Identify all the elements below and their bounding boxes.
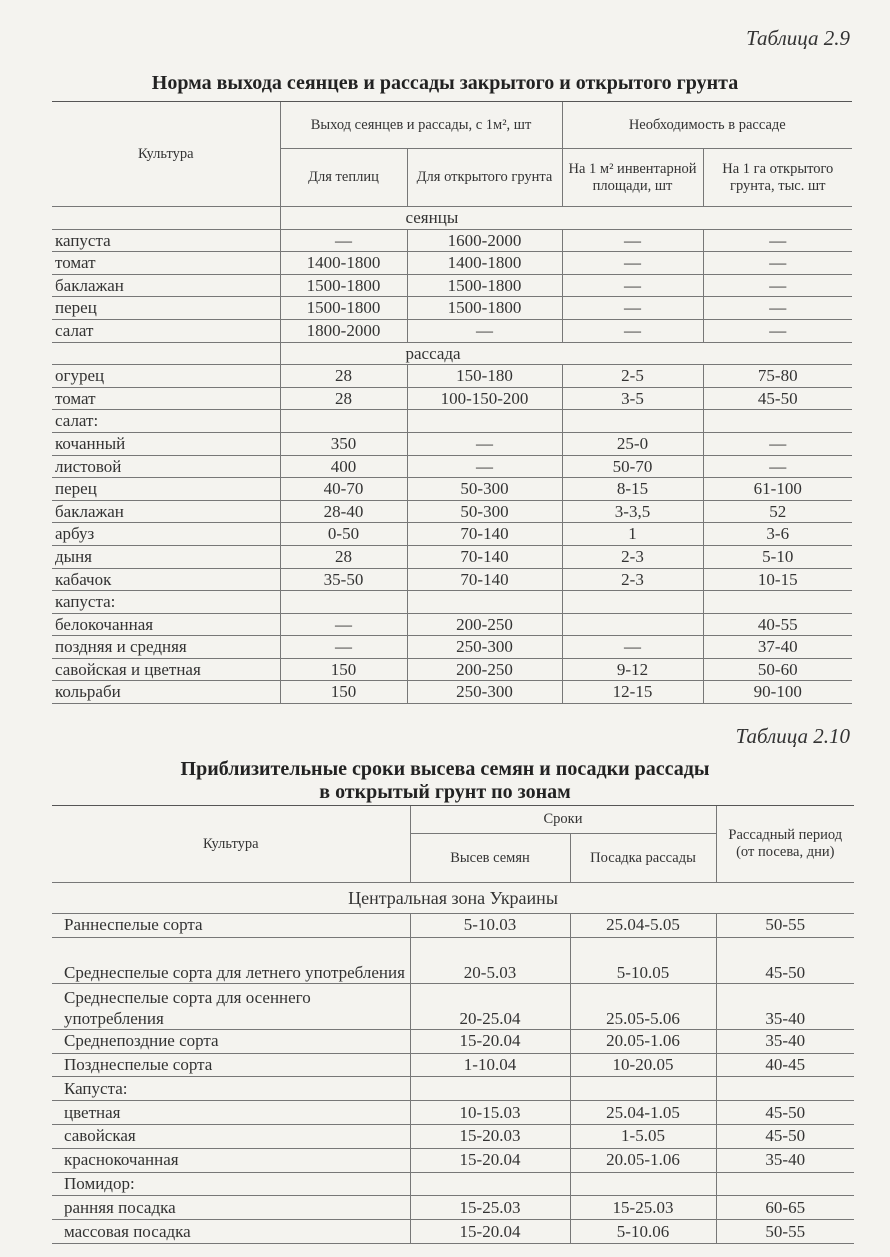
- planting-cell: 25.04-5.05: [570, 914, 716, 938]
- sowing-dates-body: [52, 883, 854, 1244]
- per-ha-cell: [703, 410, 852, 433]
- table-row: [52, 1029, 854, 1053]
- culture-cell: ранняя посадка: [52, 1196, 410, 1220]
- table-row: [52, 545, 852, 568]
- sowing-cell: 20-25.04: [410, 983, 570, 1029]
- per-m2-cell: —: [562, 229, 703, 252]
- period-cell: [716, 1077, 854, 1101]
- per-ha-cell: —: [703, 274, 852, 297]
- per-m2-cell: 2-3: [562, 545, 703, 568]
- zone-label: Центральная зона Украины: [52, 883, 854, 914]
- period-cell: 45-50: [716, 1124, 854, 1148]
- per-m2-cell: 50-70: [562, 455, 703, 478]
- table-row: [52, 937, 854, 983]
- culture-cell: арбуз: [52, 523, 280, 546]
- culture-cell: Среднеспелые сорта для летнего употребления: [52, 937, 410, 983]
- period-cell: 35-40: [716, 1148, 854, 1172]
- section-label: сеянцы: [280, 207, 852, 230]
- header-per-ha: На 1 га открытого грунта, тыс. шт: [703, 149, 852, 207]
- table-row: [52, 410, 852, 433]
- table-2-9-title: Норма выхода сеянцев и рассады закрытого и открытого грунта: [151, 72, 739, 94]
- open-ground-cell: 250-300: [407, 681, 562, 704]
- open-ground-cell: —: [407, 432, 562, 455]
- period-cell: 40-45: [716, 1053, 854, 1077]
- planting-cell: [570, 1172, 716, 1196]
- sowing-cell: 15-20.04: [410, 1029, 570, 1053]
- table-row: [52, 455, 852, 478]
- table-row: [52, 1148, 854, 1172]
- open-ground-cell: —: [407, 455, 562, 478]
- table-2-10-title: [0, 758, 890, 804]
- table-row: [52, 297, 852, 320]
- per-ha-cell: —: [703, 455, 852, 478]
- open-ground-cell: 1500-1800: [407, 274, 562, 297]
- seedling-yield-body: [52, 207, 852, 704]
- greenhouse-cell: 1400-1800: [280, 252, 407, 275]
- open-ground-cell: 1500-1800: [407, 297, 562, 320]
- per-ha-cell: —: [703, 229, 852, 252]
- planting-cell: 25.04-1.05: [570, 1101, 716, 1125]
- table-row: [52, 252, 852, 275]
- sowing-cell: [410, 1172, 570, 1196]
- open-ground-cell: 50-300: [407, 478, 562, 501]
- table-row: [52, 658, 852, 681]
- open-ground-cell: 150-180: [407, 365, 562, 388]
- per-m2-cell: [562, 410, 703, 433]
- seedling-yield-table: [52, 101, 852, 704]
- greenhouse-cell: 28: [280, 387, 407, 410]
- header-sowing: Высев семян: [410, 834, 570, 883]
- greenhouse-cell: 28: [280, 545, 407, 568]
- table-row: [52, 1077, 854, 1101]
- table-row: [52, 1101, 854, 1125]
- period-cell: 60-65: [716, 1196, 854, 1220]
- section-empty-cell: [52, 207, 280, 230]
- sowing-cell: 20-5.03: [410, 937, 570, 983]
- per-ha-cell: 40-55: [703, 613, 852, 636]
- period-cell: 45-50: [716, 1101, 854, 1125]
- per-ha-cell: 52: [703, 500, 852, 523]
- table-2-9-caption: Таблица 2.9: [746, 26, 850, 50]
- culture-cell: листовой: [52, 455, 280, 478]
- open-ground-cell: 70-140: [407, 545, 562, 568]
- per-ha-cell: 75-80: [703, 365, 852, 388]
- header-period: Рассадный период (от посева, дни): [716, 806, 854, 883]
- section-empty-cell: [52, 342, 280, 365]
- greenhouse-cell: —: [280, 613, 407, 636]
- culture-cell: перец: [52, 478, 280, 501]
- culture-cell: Помидор:: [52, 1172, 410, 1196]
- greenhouse-cell: 28: [280, 365, 407, 388]
- per-ha-cell: —: [703, 297, 852, 320]
- greenhouse-cell: 150: [280, 681, 407, 704]
- per-m2-cell: —: [562, 297, 703, 320]
- culture-cell: перец: [52, 297, 280, 320]
- culture-cell: огурец: [52, 365, 280, 388]
- period-cell: [716, 1172, 854, 1196]
- per-m2-cell: 1: [562, 523, 703, 546]
- open-ground-cell: 50-300: [407, 500, 562, 523]
- greenhouse-cell: 350: [280, 432, 407, 455]
- sowing-cell: 15-20.04: [410, 1220, 570, 1244]
- planting-cell: 15-25.03: [570, 1196, 716, 1220]
- culture-cell: кольраби: [52, 681, 280, 704]
- table-row: [52, 1172, 854, 1196]
- table-row: [52, 387, 852, 410]
- per-m2-cell: —: [562, 274, 703, 297]
- per-ha-cell: 90-100: [703, 681, 852, 704]
- culture-cell: Капуста:: [52, 1077, 410, 1101]
- sowing-cell: 1-10.04: [410, 1053, 570, 1077]
- table-row: [52, 274, 852, 297]
- sowing-cell: 15-20.04: [410, 1148, 570, 1172]
- table-row: [52, 681, 852, 704]
- per-ha-cell: [703, 591, 852, 614]
- greenhouse-cell: 28-40: [280, 500, 407, 523]
- section-seedlings: [52, 207, 852, 230]
- open-ground-cell: 200-250: [407, 658, 562, 681]
- per-m2-cell: 8-15: [562, 478, 703, 501]
- zone-row: [52, 883, 854, 914]
- table-row: [52, 319, 852, 342]
- per-ha-cell: 50-60: [703, 658, 852, 681]
- culture-cell: кабачок: [52, 568, 280, 591]
- per-ha-cell: 10-15: [703, 568, 852, 591]
- open-ground-cell: 200-250: [407, 613, 562, 636]
- planting-cell: 10-20.05: [570, 1053, 716, 1077]
- culture-cell: краснокочанная: [52, 1148, 410, 1172]
- culture-cell: Раннеспелые сорта: [52, 914, 410, 938]
- culture-cell: савойская: [52, 1124, 410, 1148]
- open-ground-cell: 70-140: [407, 523, 562, 546]
- culture-cell: салат: [52, 319, 280, 342]
- per-m2-cell: [562, 613, 703, 636]
- culture-cell: Среднеспелые сорта для осеннего употребления: [52, 983, 410, 1029]
- greenhouse-cell: [280, 591, 407, 614]
- per-m2-cell: 9-12: [562, 658, 703, 681]
- per-ha-cell: 5-10: [703, 545, 852, 568]
- culture-cell: цветная: [52, 1101, 410, 1125]
- planting-cell: 20.05-1.06: [570, 1029, 716, 1053]
- greenhouse-cell: 40-70: [280, 478, 407, 501]
- table-2-10-caption: Таблица 2.10: [735, 724, 850, 748]
- open-ground-cell: —: [407, 319, 562, 342]
- table-row: [52, 591, 852, 614]
- table-row: [52, 478, 852, 501]
- per-m2-cell: 12-15: [562, 681, 703, 704]
- table-row: [52, 983, 854, 1029]
- header-culture-2: Культура: [52, 806, 410, 883]
- planting-cell: 20.05-1.06: [570, 1148, 716, 1172]
- table-row: [52, 1124, 854, 1148]
- culture-cell: баклажан: [52, 274, 280, 297]
- sowing-cell: [410, 1077, 570, 1101]
- per-m2-cell: —: [562, 319, 703, 342]
- greenhouse-cell: —: [280, 229, 407, 252]
- planting-cell: 1-5.05: [570, 1124, 716, 1148]
- open-ground-cell: 70-140: [407, 568, 562, 591]
- table-row: [52, 613, 852, 636]
- per-m2-cell: 2-5: [562, 365, 703, 388]
- per-m2-cell: [562, 591, 703, 614]
- section-transplants: [52, 342, 852, 365]
- per-m2-cell: 2-3: [562, 568, 703, 591]
- culture-cell: савойская и цветная: [52, 658, 280, 681]
- per-ha-cell: —: [703, 432, 852, 455]
- open-ground-cell: 100-150-200: [407, 387, 562, 410]
- header-planting: Посадка рассады: [570, 834, 716, 883]
- header-need-group: Необходимость в рассаде: [562, 102, 852, 149]
- header-output-group: Выход сеянцев и рассады, с 1м², шт: [280, 102, 562, 149]
- table-row: [52, 365, 852, 388]
- table-row: [52, 500, 852, 523]
- greenhouse-cell: 1500-1800: [280, 297, 407, 320]
- open-ground-cell: [407, 410, 562, 433]
- culture-cell: салат:: [52, 410, 280, 433]
- planting-cell: 5-10.06: [570, 1220, 716, 1244]
- planting-cell: 25.05-5.06: [570, 983, 716, 1029]
- per-ha-cell: 3-6: [703, 523, 852, 546]
- open-ground-cell: 1400-1800: [407, 252, 562, 275]
- open-ground-cell: 1600-2000: [407, 229, 562, 252]
- culture-cell: Позднеспелые сорта: [52, 1053, 410, 1077]
- table-row: [52, 523, 852, 546]
- culture-cell: белокочанная: [52, 613, 280, 636]
- per-ha-cell: 45-50: [703, 387, 852, 410]
- sowing-dates-table: [52, 805, 854, 1244]
- greenhouse-cell: 400: [280, 455, 407, 478]
- per-ha-cell: 37-40: [703, 636, 852, 659]
- period-cell: 50-55: [716, 914, 854, 938]
- table-row: [52, 1196, 854, 1220]
- period-cell: 45-50: [716, 937, 854, 983]
- per-m2-cell: 3-5: [562, 387, 703, 410]
- table-row: [52, 432, 852, 455]
- header-per-m2: На 1 м² инвентарной площади, шт: [562, 149, 703, 207]
- period-cell: 35-40: [716, 1029, 854, 1053]
- table-row: [52, 1053, 854, 1077]
- period-cell: 35-40: [716, 983, 854, 1029]
- greenhouse-cell: —: [280, 636, 407, 659]
- sowing-cell: 15-25.03: [410, 1196, 570, 1220]
- culture-cell: капуста: [52, 229, 280, 252]
- per-m2-cell: 3-3,5: [562, 500, 703, 523]
- per-m2-cell: 25-0: [562, 432, 703, 455]
- planting-cell: [570, 1077, 716, 1101]
- planting-cell: 5-10.05: [570, 937, 716, 983]
- greenhouse-cell: 1800-2000: [280, 319, 407, 342]
- per-m2-cell: —: [562, 252, 703, 275]
- greenhouse-cell: 0-50: [280, 523, 407, 546]
- table-2-10-title-line2: в открытый грунт по зонам: [319, 781, 571, 803]
- culture-cell: капуста:: [52, 591, 280, 614]
- culture-cell: баклажан: [52, 500, 280, 523]
- culture-cell: массовая посадка: [52, 1220, 410, 1244]
- header-culture: Культура: [52, 102, 280, 207]
- open-ground-cell: [407, 591, 562, 614]
- greenhouse-cell: 150: [280, 658, 407, 681]
- header-open-ground: Для открытого грунта: [407, 149, 562, 207]
- per-ha-cell: —: [703, 252, 852, 275]
- table-2-10-title-line1: Приблизительные сроки высева семян и посадки рассады: [180, 758, 710, 780]
- per-ha-cell: —: [703, 319, 852, 342]
- per-m2-cell: —: [562, 636, 703, 659]
- table-row: [52, 568, 852, 591]
- header-terms: Сроки: [410, 806, 716, 834]
- per-ha-cell: 61-100: [703, 478, 852, 501]
- section-label: рассада: [280, 342, 852, 365]
- greenhouse-cell: 1500-1800: [280, 274, 407, 297]
- table-row: [52, 1220, 854, 1244]
- sowing-cell: 5-10.03: [410, 914, 570, 938]
- open-ground-cell: 250-300: [407, 636, 562, 659]
- culture-cell: томат: [52, 387, 280, 410]
- table-row: [52, 914, 854, 938]
- culture-cell: дыня: [52, 545, 280, 568]
- culture-cell: Среднепоздние сорта: [52, 1029, 410, 1053]
- period-cell: 50-55: [716, 1220, 854, 1244]
- table-row: [52, 229, 852, 252]
- culture-cell: поздняя и средняя: [52, 636, 280, 659]
- sowing-cell: 15-20.03: [410, 1124, 570, 1148]
- greenhouse-cell: 35-50: [280, 568, 407, 591]
- table-row: [52, 636, 852, 659]
- culture-cell: томат: [52, 252, 280, 275]
- header-greenhouse: Для теплиц: [280, 149, 407, 207]
- sowing-cell: 10-15.03: [410, 1101, 570, 1125]
- culture-cell: кочанный: [52, 432, 280, 455]
- greenhouse-cell: [280, 410, 407, 433]
